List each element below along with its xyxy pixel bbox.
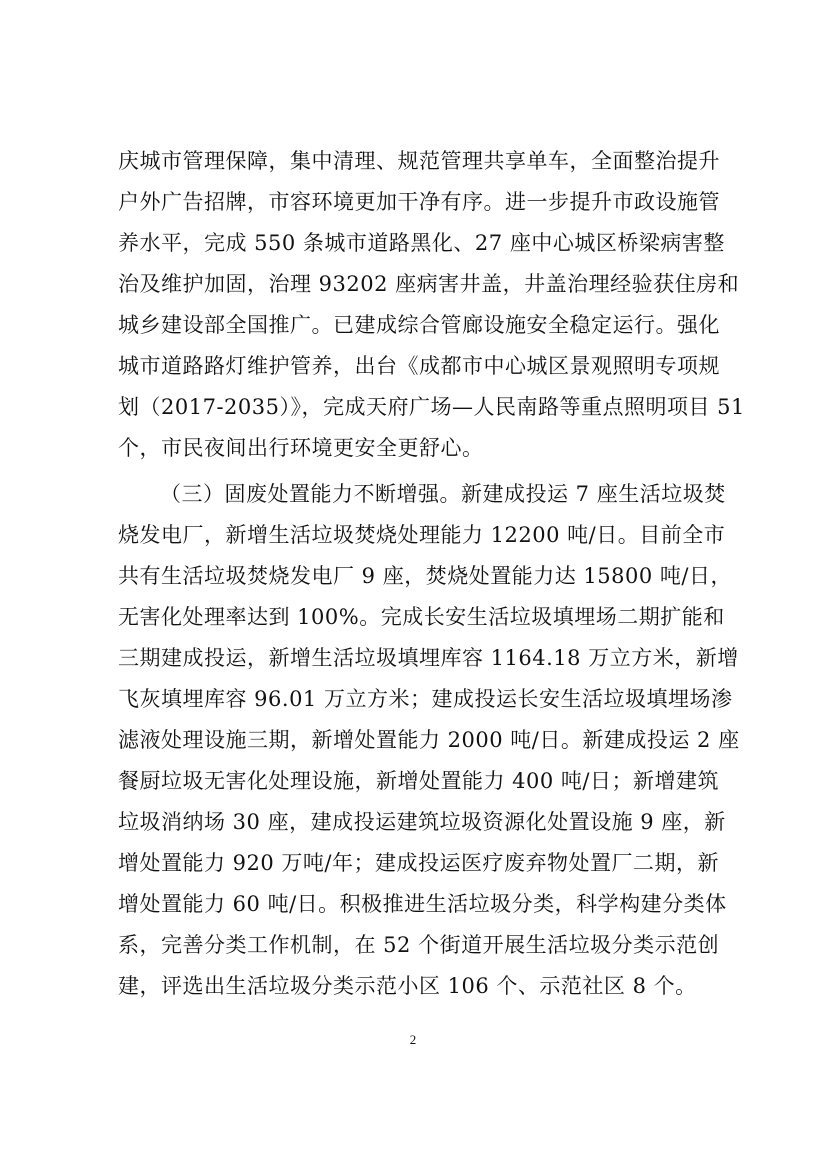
paragraph-line: 庆城市管理保障，集中清理、规范管理共享单车，全面整治提升 — [118, 149, 720, 173]
paragraph-line: 城市道路路灯维护管养，出台《成都市中心城区景观照明专项规 — [118, 354, 720, 378]
paragraph-line: 餐厨垃圾无害化处理设施，新增处置能力 400 吨/日；新增建筑 — [118, 769, 720, 793]
paragraph-line: 治及维护加固，治理 93202 座病害井盖，井盖治理经验获住房和 — [118, 272, 740, 296]
paragraph-line: 飞灰填埋库容 96.01 万立方米；建成投运长安生活垃圾填埋场渗 — [118, 687, 733, 711]
paragraph-line: 建，评选出生活垃圾分类示范小区 106 个、示范社区 8 个。 — [118, 974, 697, 998]
paragraph-line: 养水平，完成 550 条城市道路黑化、27 座中心城区桥梁病害整 — [118, 231, 725, 255]
paragraph-line: 城乡建设部全国推广。已建成综合管廊设施安全稳定运行。强化 — [118, 313, 720, 337]
paragraph-line: 系，完善分类工作机制，在 52 个街道开展生活垃圾分类示范创 — [118, 933, 720, 957]
paragraph-line: 划（2017-2035）》，完成天府广场—人民南路等重点照明项目 51 — [118, 395, 745, 419]
section-heading-line: （三）固废处置能力不断增强。新建成投运 7 座生活垃圾焚 — [160, 482, 726, 506]
paragraph-line: 户外广告招牌，市容环境更加干净有序。进一步提升市政设施管 — [118, 190, 720, 214]
paragraph-line: 增处置能力 60 吨/日。积极推进生活垃圾分类，科学构建分类体 — [118, 892, 727, 916]
paragraph-line: 无害化处理率达到 100%。完成长安生活垃圾填埋场二期扩能和 — [118, 605, 725, 629]
paragraph-line: 三期建成投运，新增生活垃圾填埋库容 1164.18 万立方米，新增 — [118, 646, 739, 670]
paragraph-line: 垃圾消纳场 30 座，建成投运建筑垃圾资源化处置设施 9 座，新 — [118, 810, 726, 834]
paragraph-line: 增处置能力 920 万吨/年；建成投运医疗废弃物处置厂二期，新 — [118, 851, 720, 875]
paragraph-line: 个，市民夜间出行环境更安全更舒心。 — [118, 436, 484, 460]
paragraph-line: 共有生活垃圾焚烧发电厂 9 座，焚烧处置能力达 15800 吨/日， — [118, 564, 732, 588]
paragraph-line: 滤液处理设施三期，新增处置能力 2000 吨/日。新建成投运 2 座 — [118, 728, 740, 752]
paragraph-line: 烧发电厂，新增生活垃圾焚烧处理能力 12200 吨/日。目前全市 — [118, 523, 726, 547]
page-number: 2 — [409, 1032, 417, 1047]
